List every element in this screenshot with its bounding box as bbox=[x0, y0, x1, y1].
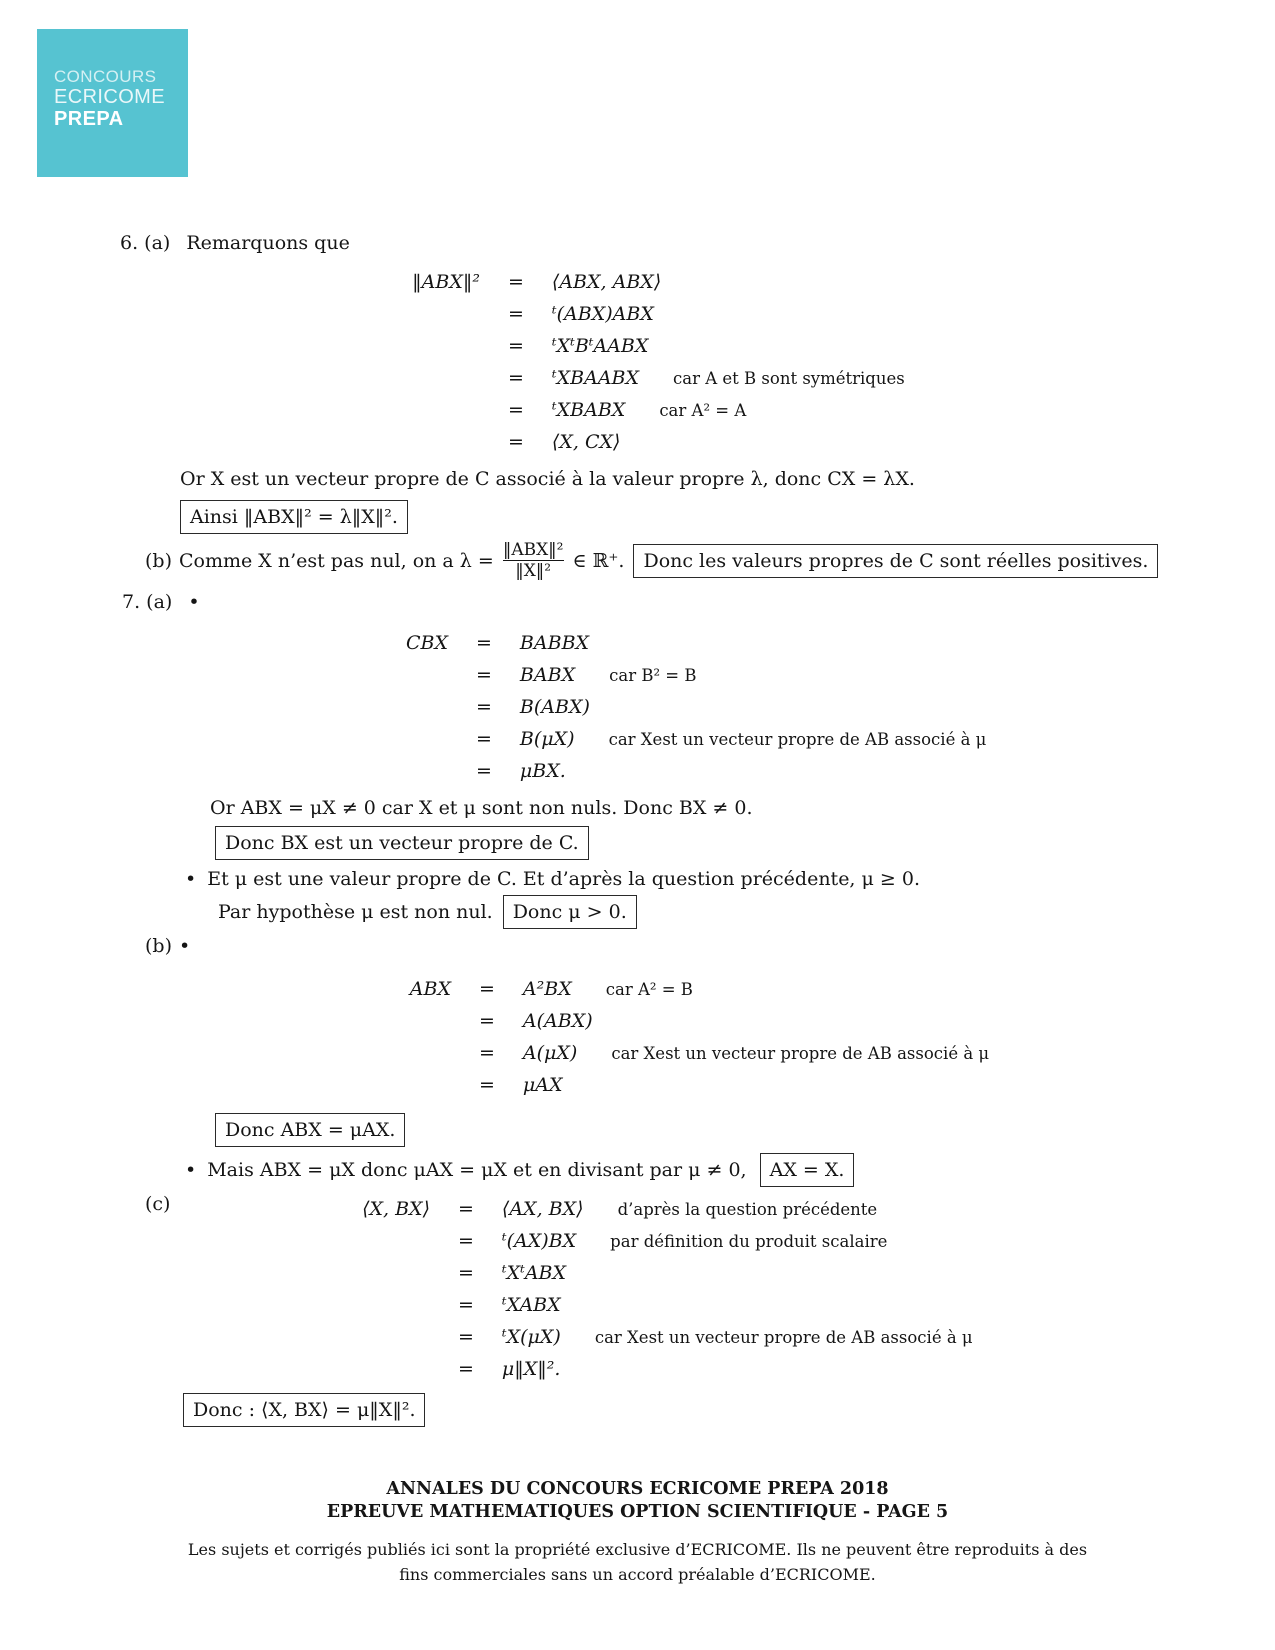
equation-note: car Xest un vecteur propre de AB associé à μ bbox=[611, 1044, 990, 1063]
hypothese-text: Par hypothèse μ est non nul. bbox=[218, 901, 493, 923]
equation-note: car A² = B bbox=[605, 980, 693, 999]
footer-title-line2: EPREUVE MATHEMATIQUES OPTION SCIENTIFIQUE - PAGE 5 bbox=[326, 1502, 949, 1522]
item-label-7c: (c) bbox=[145, 1193, 171, 1215]
paragraph-or-abx: Or ABX = μX ≠ 0 car X et μ sont non nuls. Donc BX ≠ 0. bbox=[210, 797, 753, 819]
result-box-final: Donc : ⟨X, BX⟩ = μ‖X‖². bbox=[183, 1393, 425, 1427]
result-box-valeurs-propres: Donc les valeurs propres de C sont réelles positives. bbox=[633, 544, 1158, 578]
question-7b-heading bbox=[145, 933, 1275, 959]
equals-sign: = bbox=[508, 431, 524, 453]
equation-note: par définition du produit scalaire bbox=[610, 1232, 888, 1251]
question-7c-section bbox=[0, 1191, 1275, 1385]
equation-row bbox=[344, 1353, 973, 1385]
equation-lhs: ABX bbox=[409, 978, 451, 1000]
equation-row bbox=[392, 723, 1275, 755]
equation-lhs: ‖ABX‖² bbox=[412, 271, 480, 293]
equation-lhs: CBX bbox=[405, 632, 448, 654]
equation-note: d’après la question précédente bbox=[617, 1200, 878, 1219]
equation-row bbox=[392, 691, 1275, 723]
equals-sign: = bbox=[476, 696, 492, 718]
equation-rhs: ⟨AX, BX⟩ bbox=[501, 1198, 584, 1220]
equation-rhs: ⟨ABX, ABX⟩ bbox=[551, 271, 662, 293]
equals-sign: = bbox=[508, 367, 524, 389]
equation-rhs: ⟨X, CX⟩ bbox=[551, 431, 621, 453]
equation-row bbox=[344, 1225, 973, 1257]
equals-sign: = bbox=[508, 399, 524, 421]
equation-note: car Xest un vecteur propre de AB associé à μ bbox=[594, 1328, 973, 1347]
equals-sign: = bbox=[476, 664, 492, 686]
equals-sign: = bbox=[479, 1042, 495, 1064]
equals-sign: = bbox=[458, 1294, 474, 1316]
equation-rhs: ᵗ(ABX)ABX bbox=[551, 303, 654, 325]
result-box-ainsi: Ainsi ‖ABX‖² = λ‖X‖². bbox=[180, 500, 408, 534]
equation-row bbox=[408, 266, 1275, 298]
boxed-result-line bbox=[183, 1393, 1275, 1427]
equation-rhs: BABBX bbox=[519, 632, 590, 654]
boxed-result-line bbox=[215, 1113, 1275, 1147]
equation-row bbox=[408, 362, 1275, 394]
intro-text: Remarquons que bbox=[186, 232, 350, 254]
equation-row bbox=[408, 330, 1275, 362]
equation-rhs: B(μX) bbox=[519, 728, 575, 750]
equals-sign: = bbox=[476, 760, 492, 782]
equals-sign: = bbox=[458, 1230, 474, 1252]
bullet-marker: • bbox=[188, 591, 200, 613]
item-label-6b: (b) bbox=[145, 549, 172, 572]
equation-rhs: A(ABX) bbox=[522, 1010, 593, 1032]
equals-sign: = bbox=[508, 271, 524, 293]
equals-sign: = bbox=[458, 1358, 474, 1380]
equals-sign: = bbox=[479, 1074, 495, 1096]
bullet-continuation-line bbox=[218, 895, 1275, 929]
equation-block-abx bbox=[395, 973, 1275, 1101]
equation-rhs: μBX. bbox=[519, 760, 566, 782]
equation-rhs: B(ABX) bbox=[519, 696, 590, 718]
equation-row bbox=[395, 973, 1275, 1005]
logo-line-concours: CONCOURS bbox=[54, 67, 157, 86]
equation-row bbox=[395, 1005, 1275, 1037]
footer-title-line1: ANNALES DU CONCOURS ECRICOME PREPA 2018 bbox=[386, 1479, 889, 1499]
boxed-result-line bbox=[215, 826, 1275, 860]
fraction-denominator: ‖X‖² bbox=[503, 560, 564, 581]
result-box-bx-vecteur-propre: Donc BX est un vecteur propre de C. bbox=[215, 826, 589, 860]
equation-row bbox=[392, 755, 1275, 787]
equation-row bbox=[392, 627, 1275, 659]
equation-note: car B² = B bbox=[609, 666, 697, 685]
equation-row bbox=[344, 1321, 973, 1353]
logo-line-prepa: PREPA bbox=[54, 108, 124, 131]
equation-lhs: ⟨X, BX⟩ bbox=[362, 1198, 430, 1220]
equals-sign: = bbox=[458, 1262, 474, 1284]
equation-rhs: BABX bbox=[519, 664, 576, 686]
equation-block-x-bx bbox=[344, 1193, 973, 1385]
equation-row bbox=[392, 659, 1275, 691]
equation-rhs: ᵗ(AX)BX bbox=[501, 1230, 577, 1252]
equation-note: car A² = A bbox=[659, 401, 747, 420]
equation-rhs: μAX bbox=[522, 1074, 563, 1096]
footer-copyright-line2: fins commerciales sans un accord préalable d’ECRICOME. bbox=[399, 1565, 876, 1584]
equation-row bbox=[344, 1289, 973, 1321]
equation-row bbox=[408, 426, 1275, 458]
bullet-paragraph-mais bbox=[185, 1153, 1275, 1187]
equation-row bbox=[344, 1193, 973, 1225]
equation-rhs: A²BX bbox=[522, 978, 572, 1000]
bullet-text: Mais ABX = μX donc μAX = μX et en divisant par μ ≠ 0, bbox=[207, 1159, 747, 1181]
bullet-marker: • bbox=[179, 935, 191, 957]
equation-row bbox=[344, 1257, 973, 1289]
item-label-7a: 7. (a) bbox=[122, 591, 173, 613]
fraction-lambda bbox=[503, 540, 564, 581]
logo-line-ecricome: ECRICOME bbox=[54, 86, 165, 109]
equation-rhs: ᵗXABX bbox=[501, 1294, 561, 1316]
equation-note: car A et B sont symétriques bbox=[673, 369, 905, 388]
page-footer bbox=[0, 1478, 1275, 1587]
equals-sign: = bbox=[476, 728, 492, 750]
equation-block-norm-abx bbox=[408, 266, 1275, 458]
equation-rhs: ᵗXBABX bbox=[551, 399, 626, 421]
equals-sign: = bbox=[508, 303, 524, 325]
equals-sign: = bbox=[479, 1010, 495, 1032]
equation-row bbox=[395, 1069, 1275, 1101]
equation-rhs: μ‖X‖². bbox=[501, 1358, 561, 1380]
question-7a-heading bbox=[122, 589, 1275, 615]
equation-note: car Xest un vecteur propre de AB associé à μ bbox=[608, 730, 987, 749]
text-before-fraction: Comme X n’est pas nul, on a λ = bbox=[179, 549, 494, 572]
result-box-ax-x: AX = X. bbox=[760, 1153, 855, 1187]
equation-row bbox=[408, 298, 1275, 330]
footer-copyright-line1: Les sujets et corrigés publiés ici sont la propriété exclusive d’ECRICOME. Ils ne peuvent être reproduits à des bbox=[187, 1540, 1088, 1559]
equation-row bbox=[395, 1037, 1275, 1069]
boxed-result-line bbox=[180, 500, 1275, 534]
equation-rhs: ᵗXᵗBᵗAABX bbox=[551, 335, 649, 357]
bullet-marker: • bbox=[185, 1159, 197, 1181]
equals-sign: = bbox=[508, 335, 524, 357]
item-label-7b: (b) bbox=[145, 935, 172, 957]
bullet-paragraph-mu bbox=[185, 866, 1275, 892]
equals-sign: = bbox=[458, 1326, 474, 1348]
text-after-fraction: ∈ ℝ⁺. bbox=[572, 549, 625, 572]
equation-block-cbx bbox=[392, 627, 1275, 787]
equals-sign: = bbox=[476, 632, 492, 654]
fraction-numerator: ‖ABX‖² bbox=[502, 540, 564, 560]
equals-sign: = bbox=[458, 1198, 474, 1220]
bullet-text: Et μ est une valeur propre de C. Et d’après la question précédente, μ ≥ 0. bbox=[207, 868, 920, 890]
equation-rhs: ᵗX(μX) bbox=[501, 1326, 561, 1348]
question-6b-line bbox=[145, 540, 1275, 581]
equation-rhs: ᵗXᵗABX bbox=[501, 1262, 567, 1284]
equation-row bbox=[408, 394, 1275, 426]
item-label-6a: 6. (a) bbox=[120, 232, 171, 254]
result-box-abx-muax: Donc ABX = μAX. bbox=[215, 1113, 405, 1147]
bullet-marker: • bbox=[185, 868, 197, 890]
equation-rhs: A(μX) bbox=[522, 1042, 578, 1064]
result-box-mu-positive: Donc μ > 0. bbox=[503, 895, 637, 929]
equals-sign: = bbox=[479, 978, 495, 1000]
paragraph-eigenvector-c: Or X est un vecteur propre de C associé à la valeur propre λ, donc CX = λX. bbox=[180, 468, 915, 490]
question-6a-heading bbox=[120, 230, 1275, 256]
equation-rhs: ᵗXBAABX bbox=[551, 367, 640, 389]
